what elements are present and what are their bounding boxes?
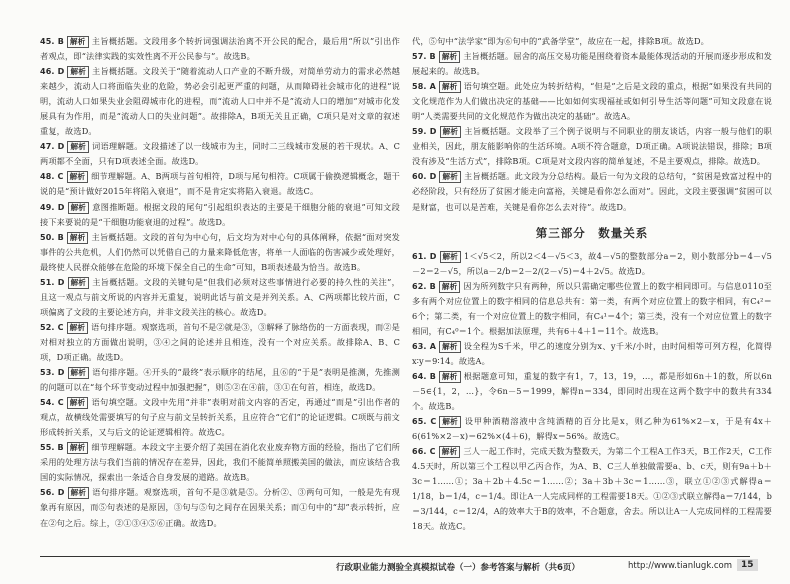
- answer-item: [412, 369, 772, 414]
- answer-item: [412, 414, 772, 444]
- answer-number: 46. D: [40, 67, 65, 77]
- answer-explanation: 设全程为S千米，甲乙的速度分别为x、y千米/小时，由时间相等可列方程，化简得x∶y＝9∶14。故选A。: [412, 340, 772, 366]
- answer-item: [40, 34, 400, 64]
- analysis-tag: 解析: [67, 66, 89, 78]
- answer-explanation: 主旨概括题。文段用多个转折词强调法治离不开公民的配合，最后用“所以”引出作者观点，即“法律实践的实效性离不开公民参与”。故选B。: [40, 36, 400, 62]
- page-footer: [0, 556, 790, 576]
- answer-number: 51. D: [40, 277, 65, 287]
- answer-item: [40, 64, 400, 139]
- analysis-tag: 解析: [439, 281, 461, 293]
- answer-number: 49. D: [40, 202, 65, 212]
- analysis-tag: 解析: [439, 446, 461, 458]
- answer-explanation: 1＜√5＜2，所以2＜4－√5＜3，故4－√5的整数部分a＝2，则小数部分b＝4－√5－2＝2－√5，所以a－2/b＝2－2/(2－√5)＝4＋2√5。故选D。: [412, 250, 772, 276]
- analysis-tag: 解析: [68, 277, 90, 289]
- analysis-tag: 解析: [439, 416, 461, 428]
- answer-item: [412, 279, 772, 339]
- answer-number: 60. D: [412, 172, 437, 182]
- analysis-tag: 解析: [439, 341, 461, 353]
- analysis-tag: 解析: [439, 51, 461, 63]
- answer-explanation: 语句排序题。观察选项，首句不是③就是⑤。分析②、③两句可知，一般是先有现象再有原因，而⑤句表述的是原因，③句与⑤句之间存在因果关系；而①句中的“却”表示转折，应在②句之后。综上，②①③④⑤⑥正确。故选D。: [40, 487, 400, 528]
- answer-item: [40, 230, 400, 275]
- answer-number: 59. D: [412, 127, 437, 137]
- answer-explanation: 语句填空题。文段中先用“并非”表明对前文内容的否定，再通过“而是”引出作者的观点，故横线处需要填写的句子应与前文呈转折关系，且应符合“它们”的论证逻辑。C项既与前文形成转折关系，又与后文的论证逻辑相符。故选C。: [40, 397, 401, 438]
- answer-number: 48. C: [40, 172, 64, 182]
- analysis-tag: 解析: [439, 171, 461, 183]
- answer-item: [40, 169, 400, 199]
- answer-item: [40, 440, 400, 485]
- answer-explanation: 主旨概括题。文段的关键句是“但我们必须对这些事情进行必要的持久性的关注”，且这一观点与前文所说的内容并无重复，说明此话与前文是并列关系。A、C两项都比较片面，C项偏离了文段的主要论述方向，并非文段关注的核心。故选D。: [40, 276, 400, 317]
- analysis-tag: 解析: [67, 232, 89, 244]
- analysis-tag: 解析: [67, 141, 89, 153]
- answer-item: [412, 49, 772, 79]
- answer-number: 63. A: [412, 341, 437, 351]
- answer-explanation: 主旨概括题。屈舍的高压交易功能是围绕着资本最能体现活动的开展而逐步形成和发展起来的。故选B。: [412, 51, 772, 77]
- analysis-tag: 解析: [68, 367, 90, 379]
- answer-explanation: 主旨概括题。文段举了三个例子说明与不同职业的朋友谈话，内容一般与他们的职业相关，因此，朋友能影响你的生活环境。A项不符合题意，D项正确。A项说法错误，排除；B项没有涉及“生活方式”，排除B项。C项是对文段内容的简单复述，不是主要观点，排除。故选D。: [412, 126, 772, 167]
- answer-item: [40, 365, 400, 395]
- right-column: [412, 34, 772, 534]
- answer-explanation: 根据题意可知，重复的数字有1，7，13，19，…，都是形如6n＋1的数，所以6n－5∈{1，2，…}，令6n－5＝1999，解得n＝334，即同时出现在这两个数字中的数共有334个。故选B。: [412, 370, 772, 412]
- answer-number: 62. B: [412, 281, 436, 291]
- answer-explanation: 词语理解题。文段描述了以一线城市为主，同时二三线城市发展的若干现状。A、C两项都不全面，只有D项表述全面。故选D。: [40, 141, 400, 167]
- answer-number: 45. B: [40, 37, 65, 46]
- answer-explanation: 意图推断题。根据文段的尾句“引起组织表达的主要是干细胞分能的衰退”可知文段接下来要说的是“干细胞功能衰退的过程”。故选D。: [40, 201, 400, 227]
- answer-item: [40, 275, 400, 320]
- answer-number: 55. B: [40, 443, 64, 453]
- answer-item: [412, 124, 772, 169]
- answer-number: 56. D: [40, 488, 65, 498]
- answer-item: [412, 169, 772, 214]
- answer-item: [40, 320, 400, 365]
- answer-item: [40, 395, 400, 440]
- answer-number: 61. D: [412, 251, 437, 261]
- footer-divider: [40, 556, 750, 557]
- answer-item: [40, 200, 400, 230]
- answer-item: [40, 139, 400, 169]
- answer-number: 47. D: [40, 142, 65, 152]
- answer-number: 65. C: [412, 417, 437, 427]
- answer-explanation: 细节理解题。本段文字主要介绍了美国在消化农业废弃物方面的经验，指出了它们所采用的处理方法与我们当前的情况存在差异，因此，我们不能简单照搬美国的做法，而应该结合我国的实际情况，探索出一条适合自身发展的道路。故选B。: [40, 442, 400, 483]
- analysis-tag: 解析: [439, 371, 461, 383]
- footer-url[interactable]: http://www.tianlugk.com: [628, 561, 733, 571]
- answer-explanation: 因为所列数字只有两种，所以只需确定哪些位置上的数字相同即可。与信息0110至多有两个对应位置上的数字相同的信息总共有：第一类，有两个对应位置上的数字相同，有C₄²＝6个；第二类，有一个对应位置上的数字相同，有C₄¹＝4个；第三类，没有一个对应位置上的数字相同，有C₄⁰＝1个。根据加法原理，共有6＋4＋1＝11个。故选B。: [412, 280, 772, 336]
- answer-number: 53. D: [40, 368, 65, 378]
- answer-number: 58. A: [412, 82, 436, 92]
- answer-explanation: 设甲种酒精溶液中含纯酒精的百分比是x，则乙种为61%×2－x，于是有4x＋6(61%×2－x)＝62%×(4＋6)，解得x＝56%。故选C。: [412, 416, 773, 442]
- answer-explanation: 细节理解题。A、B两项与首句相符，D项与尾句相符。C项属于偷换逻辑概念，题干说的是“预计做好2015年将陷入衰退”，而不是肯定实将陷入衰退。故选C。: [40, 171, 401, 197]
- analysis-tag: 解析: [439, 81, 461, 93]
- right-answers: [412, 49, 772, 215]
- answer-number: 50. B: [40, 232, 64, 242]
- answer-explanation: 语句排序题。④开头的“最终”表示顺序的结尾，且⑥的“于是”表明是推测，先推测的问题可以在“每个环节变动过程中加强把握”，则⑤②在④前，③①在句首，相连，故选D。: [40, 367, 400, 393]
- answer-explanation: 语句填空题。此处应为转折结构，“但是”之后是文段的重点，根据“如果没有共同的文化规范作为人们做出决定的基础——比如如何实现福祉或如何引导生活等问题”可知文段意在说明“人类需要共同的文化规范作为做出决定的基础”。故选A。: [412, 81, 772, 122]
- analysis-tag: 解析: [67, 397, 89, 409]
- page-number: 15: [737, 559, 758, 571]
- answer-number: 66. C: [412, 447, 436, 457]
- analysis-tag: 解析: [67, 36, 89, 48]
- answer-explanation: 语句排序题。观察选项，首句不是②就是③，③解释了脉络伤的一方面表现，而②是对相对独立的方面做出说明，③④之间的论述并且相连，没有一个对应关系。故排除A、B、C项，D项正确。故选D。: [40, 321, 400, 362]
- analysis-tag: 解析: [68, 202, 90, 214]
- answer-item: [412, 79, 772, 124]
- answer-number: 54. C: [40, 398, 64, 408]
- answer-explanation: 主旨概括题。文段的首句为中心句，后文均为对中心句的具体阐释，依据“面对突发事件的公共危机，人们仍然可以凭借自己的力量来降低危害，将单一人面临的伤害减少或处理好，最终使人民群众能够在危险的环境下保全自己的生命”可知，B项表述最为恰当。故选B。: [40, 231, 400, 272]
- left-column: [40, 34, 400, 531]
- analysis-tag: 解析: [67, 442, 89, 454]
- answer-explanation: 主旨概括题。此文段为分总结构。最后一句为文段的总结句，“贫困是致富过程中的必经阶段，只有经历了贫困才能走向富裕，关键是看你怎么面对”。因此，文段主要强调“贫困可以是财富，也可以是苦难，关键是看你怎么去对待”。故选D。: [412, 171, 772, 212]
- answer-explanation: 三人一起工作时，完成天数为整数天，为第二个工程A工作3天，B工作2天，C工作4.5天时，所以第三个工程以甲乙丙合作，为A、B、C三人单独做需要a、b、c天，则有9a＋b＋3c＝1……①；3a＋2b＋4.5c＝1……②；3a＋3b＋3c＝1……③，联立①②③式解得a＝1/18，b＝1/4，c＝1/4。即让A一人完成同样的工程需要18天。①②③式联立解得a＝7/144，b＝3/144，c＝12/4，A的效率大于B的效率，不合题意，舍去。所以让A一人完成同样的工程需要18天。故选C。: [412, 446, 772, 532]
- continuation-text: 代，⑤句中“法学家”即为⑥句中的“武备学堂”，故应在一起，排除B项。故选D。: [412, 36, 710, 46]
- analysis-tag: 解析: [440, 251, 462, 263]
- answer-explanation: 主旨概括题。文段关于“随着流动人口产业的不断升级，对简单劳动力的需求必然越来越少，流动人口将面临失业的危险，势必会引起更严重的问题，从而障碍社会城市化的进程”说明，流动人口如果失业会阻碍城市化的进程，而“流动人口中并不是”流动人口的增加”对城市化发展具有为作用，而是“流动人口的失业问题”。故排除A，B项无关且正确，C项只是对文章的叙述重复，故选D。: [40, 66, 400, 137]
- answer-number: 52. C: [40, 322, 64, 332]
- answer-item: [412, 444, 772, 534]
- answer-item: [412, 249, 772, 279]
- answer-item: [40, 485, 400, 530]
- analysis-tag: 解析: [67, 322, 89, 334]
- math-answers: [412, 249, 772, 535]
- answer-item: [412, 339, 772, 369]
- analysis-tag: 解析: [68, 487, 90, 499]
- analysis-tag: 解析: [440, 126, 462, 138]
- analysis-tag: 解析: [67, 171, 89, 183]
- answer-number: 57. B: [412, 52, 436, 62]
- section-title: 第三部分 数量关系: [535, 225, 649, 240]
- answer-number: 64. B: [412, 371, 437, 381]
- footer-title: 行政职业能力测验全真模拟试卷（一）参考答案与解析（共6页）: [336, 563, 580, 573]
